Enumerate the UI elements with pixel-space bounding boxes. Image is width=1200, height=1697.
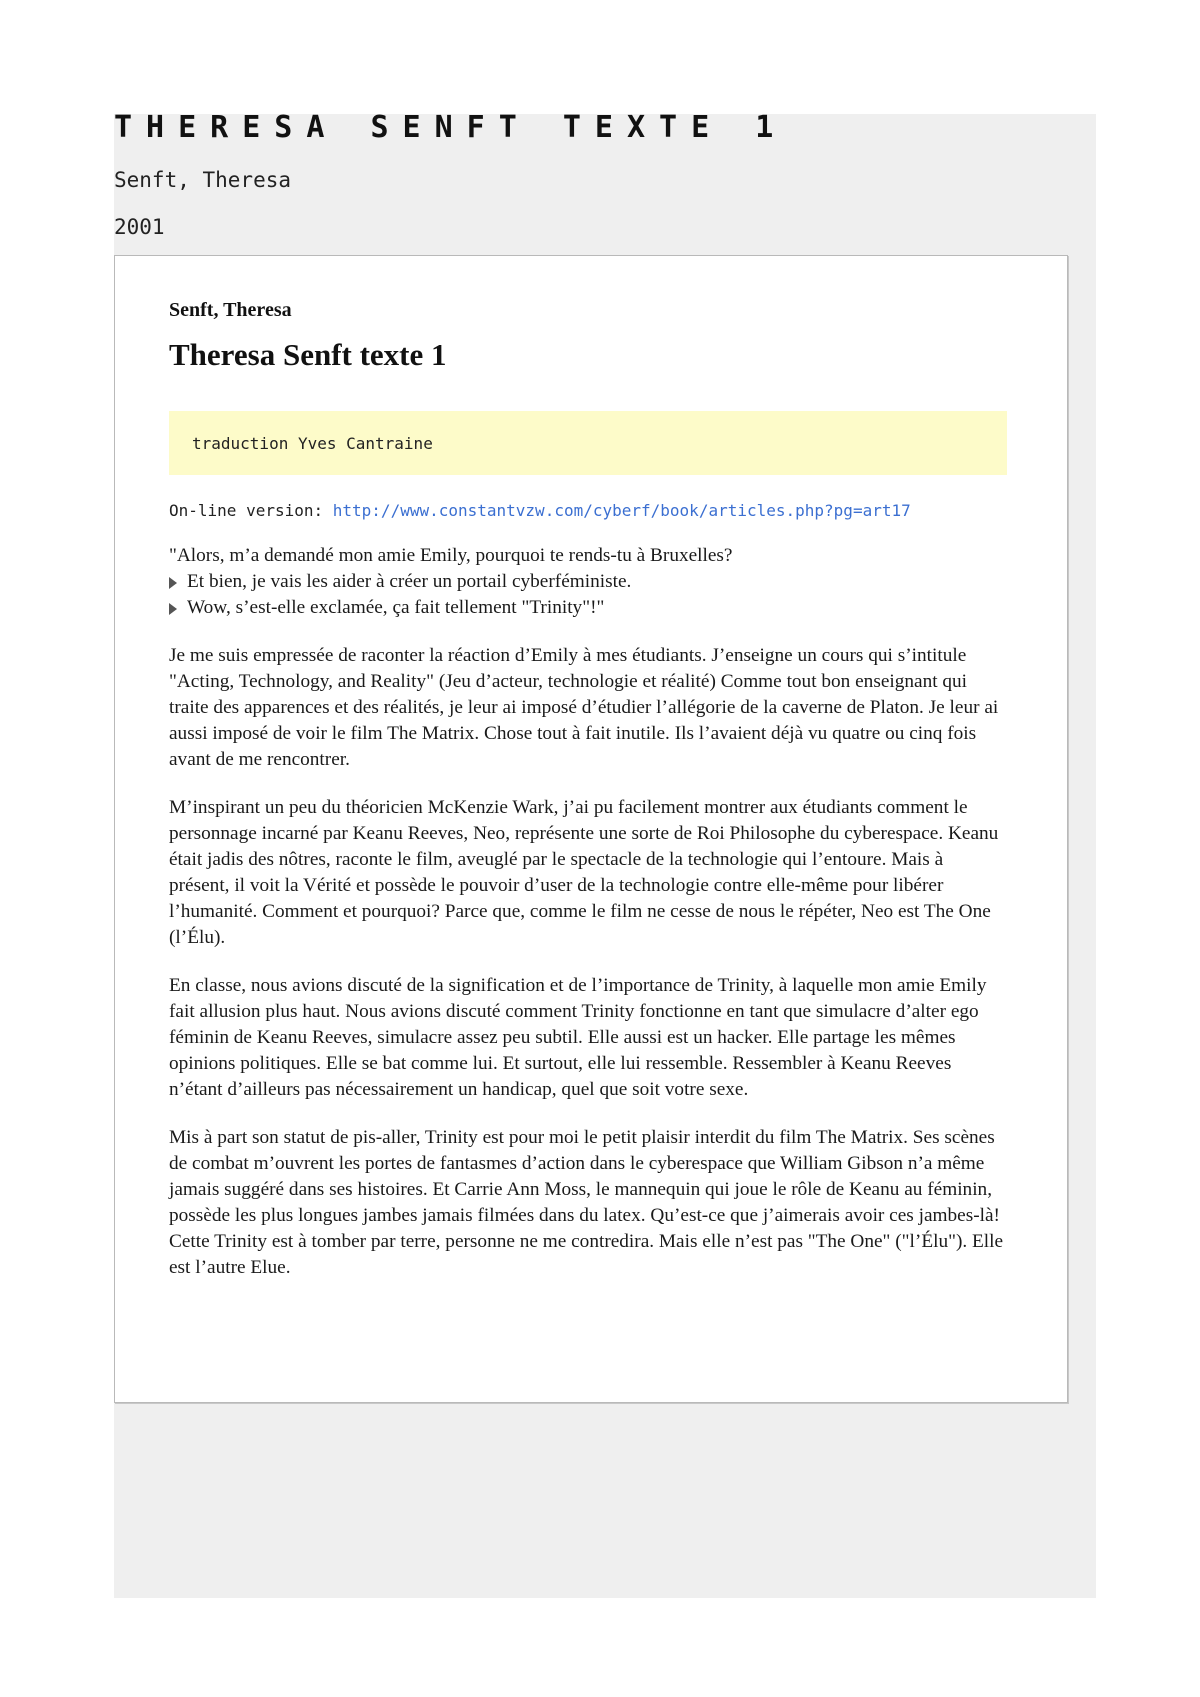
online-version-link[interactable]: http://www.constantvzw.com/cyberf/book/articles.php?pg=art17 [332, 501, 911, 520]
article-paragraph: Mis à part son statut de pis-aller, Trinity est pour moi le petit plaisir interdit du film The Matrix. Ses scènes de combat m’ouvrent les portes de fantasmes d’action dans le cyberespace que William Gibson n’a même jamais suggéré dans ses histoires. Et Carrie Ann Moss, le mannequin qui joue le rôle de Keanu au féminin, possède les plus longues jambes jamais filmées dans du latex. Qu’est-ce que j’aimerais avoir ces jambes-là! Cette Trinity est à tomber par terre, personne ne me contredira. Mais elle n’est pas "The One" ("l’Élu"). Elle est l’autre Elue. [169, 1127, 1004, 1278]
document-title: THERESA SENFT TEXTE 1 [114, 110, 788, 145]
document-year: 2001 [114, 215, 165, 239]
article-title: Theresa Senft texte 1 [169, 337, 447, 372]
article-paragraph: Je me suis empressée de raconter la réaction d’Emily à mes étudiants. J’enseigne un cours qui s’intitule "Acting, Technology, and Reality" (Jeu d’acteur, technologie et réalité) Comme tout bon enseignant qui traite des apparences et des réalités, je leur ai imposé d’étudier l’allégorie de la caverne de Platon. Je leur ai aussi imposé de voir le film The Matrix. Chose tout à fait inutile. Ils l’avaient déjà vu quatre ou cinq fois avant de me rencontrer. [169, 645, 999, 770]
arrow-bullet-icon [169, 577, 177, 589]
dialogue-line: "Alors, m’a demandé mon amie Emily, pourquoi te rends-tu à Bruxelles? [169, 545, 733, 566]
dialogue-line-text: Wow, s’est-elle exclamée, ça fait tellement "Trinity"!" [187, 597, 605, 618]
online-version-label: On-line version: [169, 501, 324, 520]
online-version-line [169, 499, 1007, 523]
article-paragraph: M’inspirant un peu du théoricien McKenzie Wark, j’ai pu facilement montrer aux étudiants comment le personnage incarné par Keanu Reeves, Neo, représente une sorte de Roi Philosophe du cyberespace. Keanu était jadis des nôtres, raconte le film, aveuglé par le spectacle de la technologie qui l’entoure. Mais à présent, il voit la Vérité et possède le pouvoir d’user de la technologie contre elle-même pour libérer l’humanité. Comment et pourquoi? Parce que, comme le film ne cesse de nous le répéter, Neo est The One (l’Élu). [169, 797, 999, 948]
article-card [114, 255, 1068, 1403]
opening-dialogue [169, 543, 1007, 621]
document-author: Senft, Theresa [114, 168, 292, 192]
arrow-bullet-icon [169, 603, 177, 615]
article-paragraph: En classe, nous avions discuté de la signification et de l’importance de Trinity, à laquelle mon amie Emily fait allusion plus haut. Nous avions discuté comment Trinity fonctionne en tant que simulacre d’alter ego féminin de Keanu Reeves, simulacre assez peu subtil. Elle aussi est un hacker. Elle partage les mêmes opinions politiques. Elle se bat comme lui. Et surtout, elle lui ressemble. Ressembler à Keanu Reeves n’étant d’ailleurs pas nécessairement un handicap, quel que soit votre sexe. [169, 975, 987, 1100]
translation-note [169, 411, 1007, 475]
document-header [114, 108, 1094, 241]
article-byline: Senft, Theresa [169, 299, 292, 321]
dialogue-line [169, 595, 1007, 621]
translation-text: traduction Yves Cantraine [192, 433, 433, 453]
dialogue-line-text: Et bien, je vais les aider à créer un portail cyberféministe. [187, 571, 632, 592]
article-content [169, 296, 1007, 1281]
dialogue-line [169, 569, 1007, 595]
